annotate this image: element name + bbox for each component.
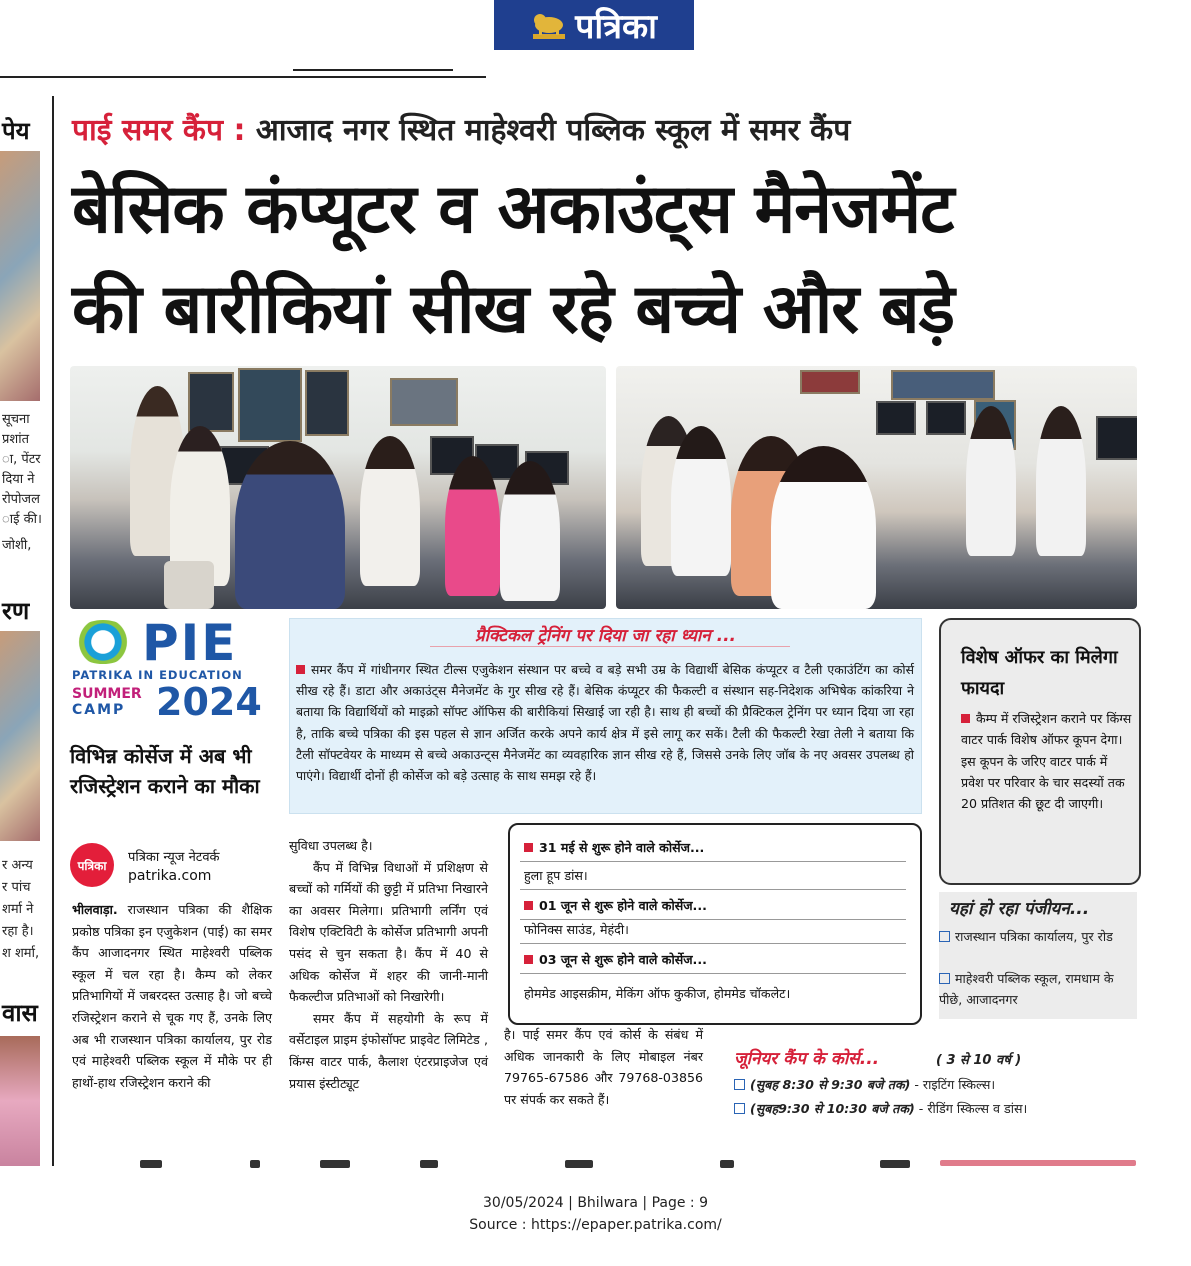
clipped-text: ा, पेंटर — [2, 452, 41, 467]
junior-time: (सुबह 8:30 से 9:30 बजे तक) — [750, 1077, 911, 1092]
bullet-square-icon — [524, 955, 533, 964]
classroom-photo-2 — [616, 366, 1137, 609]
divider — [520, 919, 906, 920]
kicker-label: पाई समर कैंप : — [72, 113, 246, 148]
course-heading-text: 01 जून से शुरू होने वाले कोर्सेज... — [539, 898, 707, 913]
junior-course: - रीडिंग स्किल्स व डांस। — [914, 1101, 1028, 1116]
clipped-photo — [0, 1036, 40, 1166]
article-body-column-1 — [72, 899, 272, 1093]
article-text: समर कैंप में सहयोगी के रूप में वर्सेटाइल प्राइम इंफोसॉफ्ट प्राइवेट लिमिटेड , किंग्स वाटर पार्क, कैलाश एंटरप्राइजेज एवं प्रयास इंस्टीट्यूट — [289, 1010, 488, 1091]
course-heading-text: 31 मई से शुरू होने वाले कोर्सेज... — [539, 840, 705, 855]
left-adjacent-column — [0, 96, 54, 1166]
pie-summer-camp-logo — [70, 614, 275, 728]
logo-summer: SUMMER — [72, 686, 142, 702]
course-items: हुला हूप डांस। — [524, 868, 588, 883]
box-text: समर कैंप में गांधीनगर स्थित टील्स एजुकेशन संस्थान पर बच्चे व बड़े सभी उम्र के विद्यार्थी बेसिक कंप्यूटर व टैली एकाउंटिंग का कोर्स सीख रहे हैं। डाटा और अकाउंट्स मैनेजमेंट के गुर सीख रहे हैं। बेसिक कंप्यूटर की फैकल्टी व संस्थान सह-निदेशक अभिषेक कांकरिया ने बताया कि विद्यार्थियों को माइक्रो सॉफ्ट ऑफिस की बारीकियां सिखाई जा रही है। साथ ही बच्चों की प्रैक्टिकल ट्रेनिंग पर ध्यान दिया जा रहा है, ताकि बच्चे पत्रिका की इस पहल से ज्ञान अर्जित करके अपने कार्य क्षेत्र में इसे लागू कर सकें। टैली की फैकल्टी रेखा तेली ने बताया कि टैली सॉफ्टवेयर के माध्यम से बच्चे अकाउन्ट्स मैनेजमेंट का व्यवहारिक ज्ञान सीख रहे हैं, जिससे उनके लिए जॉब के नए अवसर उपलब्ध हो पाएंगे। विद्यार्थी दोनों ही कोर्सेज को बड़े उत्साह के साथ समझ रहे हैं। — [296, 662, 914, 784]
clipped-heading: वास — [2, 999, 38, 1027]
footer-date-page: 30/05/2024 | Bhilwara | Page : 9 — [483, 1195, 708, 1211]
junior-time: (सुबह9:30 से 10:30 बजे तक) — [750, 1101, 915, 1116]
clipped-text: दिया ने — [2, 472, 35, 487]
junior-course-item — [734, 1076, 995, 1093]
course-heading — [524, 951, 707, 968]
subheadline: विभिन्न कोर्सेज में अब भी रजिस्ट्रेशन कराने का मौका — [70, 744, 260, 798]
registration-item — [939, 968, 1135, 1010]
junior-course-item — [734, 1100, 1027, 1117]
clipped-text: रहा है। — [2, 924, 34, 939]
clipped-photo — [0, 151, 40, 401]
page-footer — [0, 1192, 1191, 1236]
classroom-photo-1 — [70, 366, 606, 609]
logo-camp: CAMP — [72, 702, 126, 718]
junior-title: जूनियर कैंप के कोर्स... — [734, 1049, 880, 1069]
clipped-text: शर्मा ने — [2, 902, 34, 917]
clipped-heading: पेय — [2, 117, 30, 145]
clipped-next-headline — [720, 1160, 734, 1168]
clipped-next-headline — [250, 1160, 260, 1168]
practical-training-box — [289, 618, 922, 814]
junior-course: - राइटिंग स्किल्स। — [910, 1077, 996, 1092]
divider — [430, 646, 790, 647]
junior-camp-box — [728, 1046, 1138, 1126]
box-text-container — [296, 659, 914, 786]
masthead — [494, 0, 694, 50]
footer-source: Source : https://epaper.patrika.com/ — [469, 1217, 722, 1233]
registration-item-text: राजस्थान पत्रिका कार्यालय, पुर रोड — [955, 929, 1113, 944]
offer-text-container — [961, 708, 1133, 814]
kicker-text: आजाद नगर स्थित माहेश्वरी पब्लिक स्कूल में समर कैंप — [245, 113, 851, 148]
checkbox-icon — [734, 1103, 745, 1114]
course-schedule-box — [508, 823, 922, 1025]
registration-item — [939, 926, 1135, 947]
clipped-next-headline — [880, 1160, 910, 1168]
lion-emblem-icon — [531, 8, 567, 42]
clipped-text: रोपोजल — [2, 492, 40, 507]
offer-title: विशेष ऑफर का मिलेगा फायदा — [961, 647, 1118, 699]
article-text: सुविधा उपलब्ध है। — [289, 838, 373, 853]
article-text: कैंप में विभिन्न विधाओं में प्रशिक्षण से बच्चों को गर्मियों की छुट्टी में प्रतिभा निखारने का अवसर मिलेगा। प्रतिभागी लर्निंग एवं विशेष एक्टिविटी के कोर्सेज प्रतिभागी अपनी पसंद से चुन सकता है। कैंप में 40 से अधिक कोर्सेज में शहर की जानी-मानी फैकल्टीज प्रतिभाओं को निखारेगी। — [289, 859, 488, 1005]
divider — [520, 861, 906, 862]
course-heading-text: 03 जून से शुरू होने वाले कोर्सेज... — [539, 952, 707, 967]
pie-ring-icon — [72, 620, 134, 664]
clipped-next-headline — [140, 1160, 162, 1168]
clipped-heading: रण — [2, 597, 30, 625]
logo-subtitle: PATRIKA IN EDUCATION — [72, 668, 243, 682]
registration-item-text: माहेश्वरी पब्लिक स्कूल, रामधाम के पीछे, आजादनगर — [939, 971, 1114, 1007]
masthead-title: पत्रिका — [575, 7, 657, 47]
clipped-next-headline — [940, 1160, 1136, 1166]
course-heading — [524, 839, 704, 856]
divider — [520, 889, 906, 890]
course-items: होममेड आइसक्रीम, मेकिंग ऑफ कुकीज, होममेड चॉकलेट। — [524, 986, 791, 1001]
clipped-text: र अन्य — [2, 858, 33, 873]
clipped-next-headline — [320, 1160, 350, 1168]
article-body-column-3: है। पाई समर कैंप एवं कोर्स के संबंध में अधिक जानकारी के लिए मोबाइल नंबर 79765-67586 और 79768-03856 पर संपर्क कर सकते हैं। — [504, 1027, 703, 1107]
clipped-photo — [0, 631, 40, 841]
special-offer-box — [939, 618, 1141, 885]
kicker — [72, 108, 850, 149]
article-body-column-2 — [289, 835, 488, 1094]
byline-agency: पत्रिका न्यूज नेटवर्क — [128, 850, 220, 865]
clipped-text: श शर्मा, — [2, 946, 40, 961]
offer-text: कैम्प में रजिस्ट्रेशन कराने पर किंग्स वाटर पार्क विशेष ऑफर कूपन देगा। इस कूपन के जरिए वाटर पार्क में प्रवेश पर परिवार के चार सदस्यों तक 20 प्रतिशत की छूट दी जाएगी। — [961, 711, 1132, 812]
divider — [293, 69, 453, 71]
divider — [520, 943, 906, 944]
divider — [520, 973, 906, 974]
headline-line: बेसिक कंप्यूटर व अकाउंट्स मैनेजमेंट — [72, 170, 954, 249]
clipped-next-headline — [420, 1160, 438, 1168]
clipped-text: सूचना — [2, 412, 30, 427]
dateline: भीलवाड़ा. — [72, 902, 118, 917]
registration-title: यहां हो रहा पंजीयन... — [949, 899, 1090, 919]
clipped-text: ाई की। — [2, 512, 42, 527]
box-title: प्रैक्टिकल ट्रेनिंग पर दिया जा रहा ध्यान ... — [474, 626, 737, 646]
junior-age-range: ( 3 से 10 वर्ष ) — [936, 1053, 1022, 1068]
headline-line: की बारीकियां सीख रहे बच्चे और बड़े — [72, 270, 954, 349]
patrika-badge-icon: पत्रिका — [70, 843, 114, 887]
logo-pie: PIE — [142, 614, 238, 672]
bullet-square-icon — [524, 901, 533, 910]
byline-site: patrika.com — [128, 868, 212, 884]
checkbox-icon — [939, 931, 950, 942]
divider — [0, 76, 486, 78]
registration-box — [939, 892, 1137, 1019]
byline — [70, 843, 280, 887]
bullet-square-icon — [296, 665, 305, 674]
course-items: फोनिक्स साउंड, मेहंदी। — [524, 922, 629, 937]
bullet-square-icon — [524, 843, 533, 852]
clipped-text: जोशी, — [2, 538, 32, 553]
logo-year: 2024 — [156, 680, 262, 724]
clipped-next-headline — [565, 1160, 593, 1168]
checkbox-icon — [939, 973, 950, 984]
course-heading — [524, 897, 707, 914]
clipped-text: र पांच — [2, 880, 31, 895]
headline — [72, 160, 1152, 360]
checkbox-icon — [734, 1079, 745, 1090]
bullet-square-icon — [961, 714, 970, 723]
article-text: राजस्थान पत्रिका की शैक्षिक प्रकोष्ठ पत्रिका इन एजुकेशन (पाई) का समर कैंप आजादनगर स्थित माहेश्वरी पब्लिक स्कूल में चल रहा है। कैम्प को लेकर प्रतिभागियों में जबरदस्त उत्साह है। जो बच्चे रजिस्ट्रेशन कराने से चूक गए हैं, उनके लिए अब भी राजस्थान पत्रिका कार्यालय, पुर रोड एवं माहेश्वरी पब्लिक स्कूल में मौके पर ही हाथों-हाथ रजिस्ट्रेशन कराने की — [72, 902, 272, 1090]
clipped-text: प्रशांत — [2, 432, 30, 447]
